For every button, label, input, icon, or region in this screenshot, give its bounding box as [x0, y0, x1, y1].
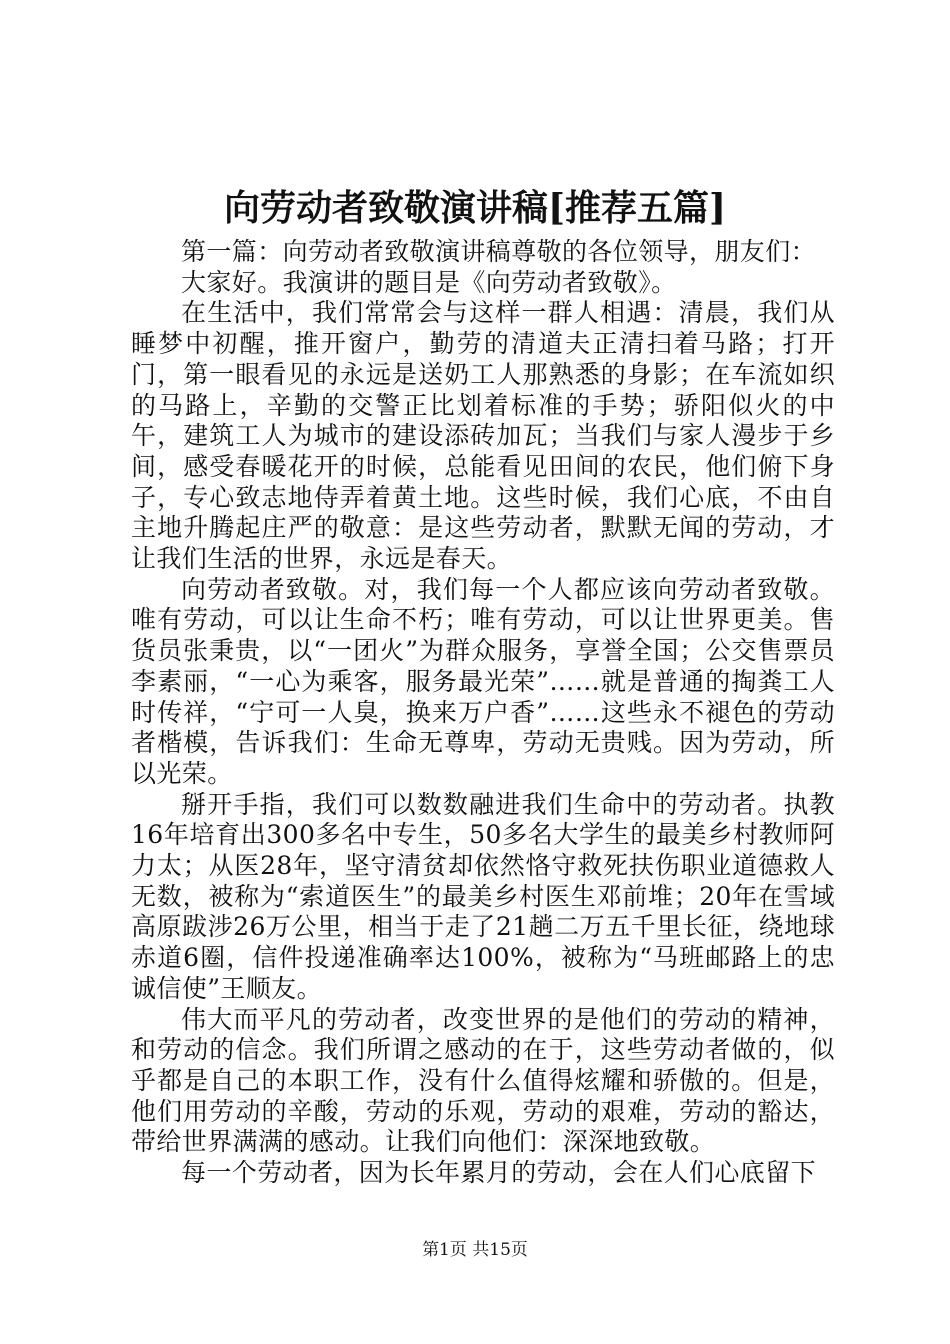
document-body [131, 237, 835, 1189]
paragraph-continued: 每一个劳动者，因为长年累月的劳动，会在人们心底留下 [181, 1158, 817, 1188]
paragraph-examples: 掰开手指，我们可以数数融进我们生命中的劳动者。执教16年培育出300多名中专生，50多名大学生的最美乡村教师阿力太；从医28年，坚守清贫却依然恪守救死扶伤职业道德救人无数，被称为“索道医生”的最美乡村医生邓前堆；20年在雪域高原跋涉26万公里，相当于走了21趟二万五千里长征，绕地球赤道6圈，信件投递准确率达100%，被称为“马班邮路上的忠诚信使”王顺友。 [131, 789, 835, 1003]
paragraph-daily-life: 在生活中，我们常常会与这样一群人相遇：清晨，我们从睡梦中初醒，推开窗户，勤劳的清道夫正清扫着马路；打开门，第一眼看见的永远是送奶工人那熟悉的身影；在车流如织的马路上，辛勤的交警正比划着标准的手势；骄阳似火的中午，建筑工人为城市的建设添砖加瓦；当我们与家人漫步于乡间，感受春暖花开的时候，总能看见田间的农民，他们俯下身子，专心致志地侍弄着黄土地。这些时候，我们心底，不由自主地升腾起庄严的敬意：是这些劳动者，默默无闻的劳动，才让我们生活的世界，永远是春天。 [131, 298, 835, 574]
paragraph-ordinary-workers: 伟大而平凡的劳动者，改变世界的是他们的劳动的精神，和劳动的信念。我们所谓之感动的在于，这些劳动者做的，似乎都是自己的本职工作，没有什么值得炫耀和骄傲的。但是，他们用劳动的辛酸，劳动的乐观，劳动的艰难，劳动的豁达，带给世界满满的感动。让我们向他们：深深地致敬。 [131, 1004, 835, 1157]
document-title: 向劳动者致敬演讲稿[推荐五篇] [223, 187, 727, 229]
paragraph-intro-heading: 第一篇：向劳动者致敬演讲稿尊敬的各位领导，朋友们： [181, 237, 817, 266]
page-number: 第1页 共15页 [422, 1240, 528, 1260]
paragraph-greeting: 大家好。我演讲的题目是《向劳动者致敬》。 [181, 267, 677, 297]
paragraph-salute: 向劳动者致敬。对，我们每一个人都应该向劳动者致敬。唯有劳动，可以让生命不朽；唯有劳动，可以让世界更美。售货员张秉贵，以“一团火”为群众服务，享誉全国；公交售票员李素丽，“一心为乘客，服务最光荣”……就是普通的掏粪工人时传祥，“宁可一人臭，换来万户香”……这些永不褪色的劳动者楷模，告诉我们：生命无尊卑，劳动无贵贱。因为劳动，所以光荣。 [131, 574, 835, 788]
